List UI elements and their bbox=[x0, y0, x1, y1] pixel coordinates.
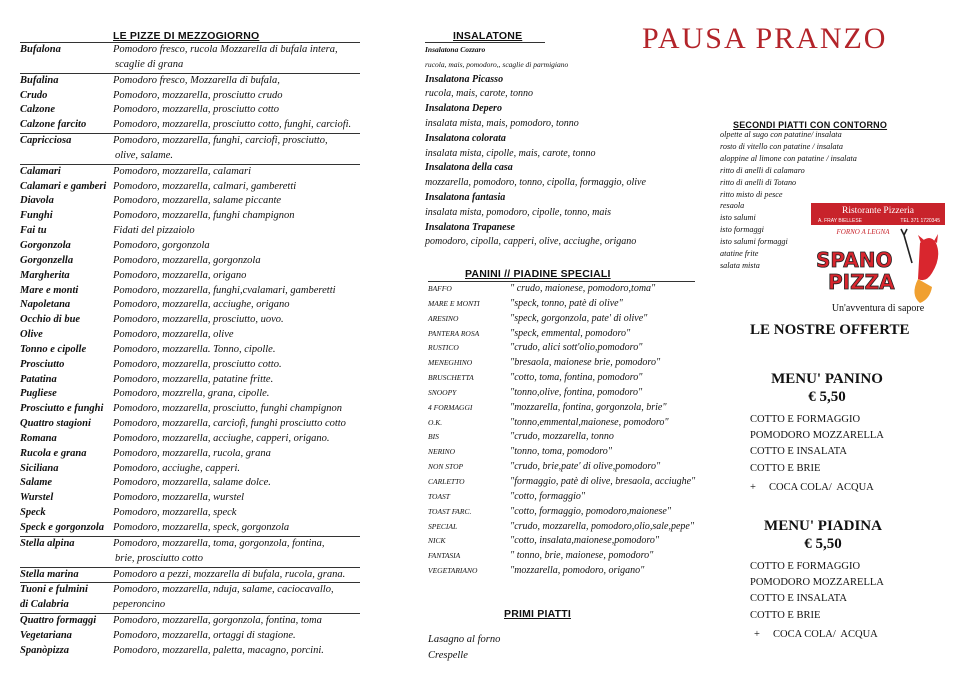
panino-name: NICK bbox=[428, 536, 446, 546]
salad-desc: insalata mista, cipolle, mais, carote, tonno bbox=[425, 147, 596, 159]
pizza-desc-line: scaglie di grana bbox=[115, 58, 184, 70]
pizza-name: Pugliese bbox=[20, 388, 57, 400]
panino-desc: "crudo, mozzarella, pomodoro,olio,sale,pepe" bbox=[510, 520, 695, 532]
panino-name: FANTASIA bbox=[428, 551, 461, 561]
pizza-desc-line: Pomodoro, mozzarella, prosciutto cotto, funghi, carciofi. bbox=[113, 119, 352, 131]
pizza-desc bbox=[113, 598, 165, 613]
pizza-desc bbox=[113, 343, 275, 358]
menu-panino-extra: + COCA COLA/ ACQUA bbox=[750, 481, 874, 493]
pizza-desc bbox=[113, 239, 210, 254]
salad-desc: insalata mista, pomodoro, cipolle, tonno, mais bbox=[425, 206, 612, 218]
panini-title: PANINI // PIADINE SPECIALI bbox=[465, 268, 611, 280]
pizza-row bbox=[20, 629, 360, 644]
pizza-row bbox=[20, 567, 360, 583]
pizza-row bbox=[20, 89, 360, 104]
panino-desc: "speck, emmental, pomodoro" bbox=[510, 327, 631, 339]
pizza-name: Prosciutto e funghi bbox=[20, 403, 104, 415]
panino-row bbox=[428, 386, 695, 401]
panino-name: SPECIAL bbox=[428, 521, 458, 531]
menu-panino-price: € 5,50 bbox=[808, 389, 846, 405]
pizza-desc-line: Pomodoro, mozzarella, speck, gorgonzola bbox=[113, 522, 290, 533]
pizza-row bbox=[20, 506, 360, 521]
insalatone-title: INSALATONE bbox=[453, 30, 523, 42]
pizza-desc-line: Pomodoro, mozzarella, carciofi, funghi prosciutto cotto bbox=[113, 418, 346, 430]
pizza-row bbox=[20, 462, 360, 477]
devil-icon bbox=[918, 238, 938, 280]
salad-name: Insalatona Depero bbox=[425, 103, 502, 115]
panino-desc: "cotto, toma, fontina, pomodoro" bbox=[510, 372, 643, 384]
pizza-desc-line: Pomodoro, mozzarella, ortaggi di stagione. bbox=[113, 629, 296, 641]
secondo-item: ritto misto di pesce bbox=[720, 189, 783, 199]
primi-title: PRIMI PIATTI bbox=[504, 608, 571, 620]
salad-name: Insalatona Trapanese bbox=[425, 221, 515, 233]
pizza-desc bbox=[113, 432, 330, 447]
pizza-desc-line: Pomodoro, mozzarella, prosciutto crudo bbox=[113, 89, 283, 101]
pizza-row bbox=[20, 644, 360, 659]
pizza-desc-line: Pomodoro, mozzarella, wurstel bbox=[113, 492, 245, 504]
pizza-desc-line: Pomodoro fresco, rucola Mozzarella di bufala intera, bbox=[113, 44, 338, 55]
panino-row bbox=[428, 312, 695, 327]
pizza-desc-line: Pomodoro, mozzarella, prosciutto cotto bbox=[113, 104, 279, 116]
pizza-name: Mare e monti bbox=[20, 284, 79, 296]
restaurant-logo bbox=[808, 203, 948, 315]
pizza-desc bbox=[113, 43, 338, 73]
pizza-desc-line: Pomodoro, mozzarella, paletta, macagno, porcini. bbox=[113, 644, 324, 656]
panino-row bbox=[428, 460, 695, 475]
secondo-item: atatine frite bbox=[720, 249, 759, 259]
panino-desc: "tonno, toma, pomodoro" bbox=[510, 446, 612, 458]
pizza-row bbox=[20, 164, 360, 180]
pizza-name: Stella marina bbox=[20, 568, 79, 580]
panino-row bbox=[428, 430, 695, 445]
logo-name-2: PIZZA bbox=[828, 270, 895, 294]
pizza-row bbox=[20, 42, 360, 73]
pizza-row bbox=[20, 343, 360, 358]
pizza-desc bbox=[113, 209, 295, 224]
panino-name: BAFFO bbox=[428, 284, 452, 293]
panino-name: MARE E MONTI bbox=[428, 298, 480, 308]
logo-tagline: Un'avventura di sapore bbox=[831, 303, 925, 314]
panino-name: TOAST FARC. bbox=[428, 506, 472, 516]
menu-piadina-name: MENU' PIADINA bbox=[764, 518, 882, 534]
pizza-desc bbox=[113, 284, 336, 299]
salad-name: Insalatona fantasia bbox=[425, 191, 506, 203]
salad-desc: pomodoro, cipolla, capperi, olive, acciughe, origano bbox=[425, 236, 637, 248]
pizza-name: Speck e gorgonzola bbox=[20, 522, 104, 533]
pizza-name: Calzone farcito bbox=[20, 119, 87, 131]
menu-panino-items bbox=[750, 412, 884, 496]
panino-name: NERINO bbox=[428, 447, 456, 457]
pizza-row bbox=[20, 476, 360, 491]
pizza-desc bbox=[113, 194, 281, 209]
panino-name: 4 FORMAGGI bbox=[428, 402, 473, 412]
menu-piadina-item: COTTO E INSALATA bbox=[750, 593, 847, 605]
trident-icon bbox=[901, 229, 912, 263]
pizza-desc bbox=[113, 328, 234, 343]
pizza-row bbox=[20, 194, 360, 209]
panino-desc: " tonno, brie, maionese, pomodoro" bbox=[510, 550, 654, 562]
pizza-row bbox=[20, 298, 360, 313]
salad-name: Insalatona Cozzaro bbox=[425, 45, 486, 54]
panino-name: RUSTICO bbox=[428, 343, 459, 353]
pizza-row bbox=[20, 491, 360, 506]
pizza-row bbox=[20, 432, 360, 447]
pizza-row bbox=[20, 103, 360, 118]
panino-name: BIS bbox=[428, 432, 439, 442]
pizza-name: Romana bbox=[20, 432, 57, 444]
pizza-name: Salame bbox=[20, 477, 53, 489]
panino-row bbox=[428, 490, 695, 505]
menu-piadina-title bbox=[758, 517, 888, 553]
menu-panino-item: COTTO E BRIE bbox=[750, 462, 821, 474]
pizza-row bbox=[20, 284, 360, 299]
panino-row bbox=[428, 564, 695, 579]
pizza-name: Tuoni e fulmini bbox=[20, 584, 88, 596]
pizza-row bbox=[20, 613, 360, 629]
pizze-list bbox=[20, 42, 360, 659]
pizza-desc-line: Pomodoro, mozzarella, funghi,cvalamari, gamberetti bbox=[113, 284, 336, 296]
pizza-desc-line: Pomodoro, mozzarella, origano bbox=[113, 269, 247, 281]
panino-desc: "mozzarella, pomodoro, origano" bbox=[510, 565, 645, 577]
pizza-desc-line: Pomodoro, mozzarella, gorgonzola bbox=[113, 254, 261, 266]
pizza-name: Funghi bbox=[20, 210, 53, 222]
secondo-item: ritto di anelli di calamaro bbox=[720, 165, 805, 175]
pizza-row bbox=[20, 239, 360, 254]
panino-name: O.K. bbox=[428, 417, 443, 427]
pizza-row bbox=[20, 387, 360, 402]
pizza-row bbox=[20, 133, 360, 164]
pizza-desc bbox=[113, 614, 322, 629]
pizza-row bbox=[20, 521, 360, 536]
pizza-row bbox=[20, 417, 360, 432]
pizza-desc-line: Pomodoro, mozzarella, calmari, gamberetti bbox=[113, 180, 297, 192]
pizza-desc-line: Pomodoro, mozzrella, grana, cipolle. bbox=[113, 388, 270, 400]
panino-name: SNOOPY bbox=[428, 387, 457, 397]
pizza-row bbox=[20, 269, 360, 284]
pizza-desc-line: Pomodoro, mozzarella, funghi, carciofi, prosciutto, bbox=[113, 135, 328, 147]
primo-item: Lasagno al forno bbox=[428, 634, 501, 645]
panino-name: BRUSCHETTA bbox=[428, 373, 474, 383]
panino-desc: "crudo, brie,pate' di olive,pomodoro" bbox=[510, 461, 661, 473]
panini-list bbox=[428, 281, 695, 579]
pizza-row bbox=[20, 118, 360, 133]
pizza-desc-line: Pomodoro, gorgonzola bbox=[113, 239, 210, 251]
salad-desc: mozzarella, pomodoro, tonno, cipolla, formaggio, olive bbox=[425, 177, 646, 189]
logo-address: A. FRAY BIELLESE bbox=[818, 218, 863, 224]
panino-name: CARLETTO bbox=[428, 476, 465, 486]
logo-name-1: SPANO bbox=[816, 248, 893, 272]
pizza-desc bbox=[113, 583, 334, 598]
panino-name: NON STOP bbox=[428, 462, 464, 472]
pizza-name: Calamari bbox=[20, 165, 61, 177]
panino-desc: "tonno,olive, fontina, pomodoro" bbox=[510, 386, 643, 398]
pizza-row bbox=[20, 447, 360, 462]
pizza-desc-line: Pomodoro a pezzi, mozzarella di bufala, rucola, grana. bbox=[113, 568, 346, 580]
pizza-row bbox=[20, 328, 360, 343]
pizza-name: Calamari e gamberi bbox=[20, 180, 107, 192]
panino-name: VEGETARIANO bbox=[428, 566, 478, 576]
secondo-item: ritto di anelli di Totano bbox=[720, 177, 797, 187]
panino-row bbox=[428, 401, 695, 416]
panino-row bbox=[428, 416, 695, 431]
pizza-row bbox=[20, 536, 360, 567]
menu-panino-item: COTTO E FORMAGGIO bbox=[750, 414, 861, 425]
pizza-name: Siciliana bbox=[20, 462, 59, 474]
pizza-desc bbox=[113, 180, 296, 195]
panino-desc: "tonno,emmental,maionese, pomodoro" bbox=[510, 416, 669, 428]
pizza-desc-line: Pomodoro, mozzarella, olive bbox=[113, 329, 234, 341]
pizza-desc bbox=[113, 118, 351, 133]
pizza-name: Fai tu bbox=[20, 225, 47, 237]
panino-row bbox=[428, 341, 695, 356]
secondo-item: olpette al sugo con patatine/ insalata bbox=[720, 130, 842, 139]
salad-name: Insalatona colorata bbox=[425, 132, 506, 144]
pizza-desc-line: Pomodoro, mozzarella, acciughe, capperi, origano. bbox=[113, 432, 330, 444]
logo-graphic bbox=[808, 203, 948, 315]
pizza-desc bbox=[113, 506, 236, 521]
pizza-row bbox=[20, 313, 360, 328]
pizza-desc-line: Pomodoro, mozzarella, calamari bbox=[113, 165, 252, 177]
primo-item: Crespelle bbox=[428, 650, 468, 661]
pizza-desc-line: Pomodoro, mozzarella, salame dolce. bbox=[113, 477, 271, 489]
pizza-row bbox=[20, 582, 360, 598]
secondo-item: isto salumi bbox=[720, 213, 756, 223]
logo-sub: FORNO A LEGNA bbox=[836, 228, 890, 236]
pizza-name: Stella alpina bbox=[20, 537, 75, 549]
pizza-name: Spanòpizza bbox=[20, 644, 70, 656]
pizza-name: Vegetariana bbox=[20, 629, 72, 641]
pizza-desc bbox=[113, 373, 273, 388]
offerte-title: LE NOSTRE OFFERTE bbox=[750, 322, 910, 338]
brand-title: PAUSA PRANZO bbox=[642, 22, 888, 55]
panino-row bbox=[428, 371, 695, 386]
pizza-name: Prosciutto bbox=[20, 358, 65, 370]
pizza-row bbox=[20, 73, 360, 89]
pizza-desc-line: brie, prosciutto cotto bbox=[115, 552, 203, 564]
panino-name: PANTERA ROSA bbox=[428, 328, 480, 338]
pizza-name: Capricciosa bbox=[20, 135, 72, 147]
pizza-desc bbox=[113, 269, 246, 284]
pizza-desc bbox=[113, 462, 240, 477]
pizza-desc-line: Pomodoro, mozzarella, acciughe, origano bbox=[113, 299, 290, 311]
panino-row bbox=[428, 327, 695, 342]
menu-panino-item: COTTO E INSALATA bbox=[750, 446, 847, 458]
pizza-row bbox=[20, 180, 360, 195]
pizza-name: Olive bbox=[20, 329, 43, 341]
panino-desc: "bresaola, maionese brie, pomodoro" bbox=[510, 357, 661, 369]
pizza-desc bbox=[113, 537, 324, 567]
pizza-desc-line: Pomodoro, mozzarella, prosciutto, funghi champignon bbox=[113, 403, 342, 415]
pizza-desc bbox=[113, 89, 282, 104]
pizza-row bbox=[20, 224, 360, 239]
pizza-desc bbox=[113, 134, 328, 164]
panino-desc: "formaggio, patè di olive, bresaola, acciughe" bbox=[510, 475, 696, 487]
secondo-item: aloppine al limone con patatine / insalata bbox=[720, 153, 857, 163]
menu-piadina-extra: + COCA COLA/ ACQUA bbox=[754, 628, 878, 640]
pizza-desc-line: Pomodoro, mozzarella. Tonno, cipolle. bbox=[113, 343, 276, 355]
panino-desc: "mozzarella, fontina, gorgonzola, brie" bbox=[510, 401, 667, 413]
panino-name: TOAST bbox=[428, 491, 450, 501]
pizza-desc-line: Pomodoro, acciughe, capperi. bbox=[113, 462, 241, 474]
pizza-desc-line: Pomodoro, mozzarella, funghi champignon bbox=[113, 210, 295, 222]
pizza-name: Rucola e grana bbox=[20, 447, 87, 459]
panino-row bbox=[428, 282, 695, 297]
panino-row bbox=[428, 297, 695, 312]
pizza-name: Patatina bbox=[20, 373, 57, 385]
pizza-name: Crudo bbox=[20, 89, 48, 101]
pizza-desc-line: Pomodoro, mozzarella, salame piccante bbox=[113, 195, 282, 207]
pizza-name: Bufalina bbox=[20, 74, 59, 86]
pizza-desc bbox=[113, 402, 342, 417]
secondo-item: resaola bbox=[720, 201, 745, 211]
secondo-item: rosto di vitello con patatine / insalata bbox=[720, 141, 843, 151]
secondi-title: SECONDI PIATTI CON CONTORNO bbox=[733, 120, 888, 130]
pizza-desc-line: Pomodoro fresco, Mozzarella di bufala, bbox=[113, 74, 280, 86]
pizza-desc bbox=[113, 491, 244, 506]
pizza-desc bbox=[113, 387, 269, 402]
pizza-desc bbox=[113, 476, 271, 491]
pizza-desc bbox=[113, 568, 345, 583]
pizza-desc bbox=[113, 74, 280, 89]
panino-desc: "cotto, formaggio, pomodoro,maionese" bbox=[510, 505, 672, 517]
pizza-name: Speck bbox=[20, 507, 46, 519]
pizza-name: Gorgonzella bbox=[20, 254, 74, 266]
panino-desc: "speck, gorgonzola, pate' di olive" bbox=[510, 312, 648, 324]
pizza-desc-line: Pomodoro, mozzarella, gorgonzola, fontina, toma bbox=[113, 615, 322, 627]
panino-name: ARESINO bbox=[428, 313, 459, 323]
pizza-desc bbox=[113, 521, 289, 536]
pizza-name: di Calabria bbox=[20, 599, 69, 611]
panino-desc: "cotto, insalata,maionese,pomodoro" bbox=[510, 535, 660, 547]
pizza-desc-line: Pomodoro, mozzarella, prosciutto, uovo. bbox=[113, 314, 284, 326]
salad-desc: rucola, mais, pomodoro,, scaglie di parmigiano bbox=[425, 59, 569, 69]
pizza-desc bbox=[113, 103, 279, 118]
pizza-name: Wurstel bbox=[20, 492, 54, 504]
pizza-name: Occhio di bue bbox=[20, 314, 81, 326]
pizza-row bbox=[20, 598, 360, 613]
pizza-desc bbox=[113, 447, 271, 462]
pizza-row bbox=[20, 254, 360, 269]
pizza-desc bbox=[113, 224, 195, 239]
pizza-desc bbox=[113, 417, 346, 432]
logo-top-text: Ristorante Pizzeria bbox=[841, 206, 915, 216]
pizza-row bbox=[20, 373, 360, 388]
pizza-desc bbox=[113, 644, 324, 659]
panino-row bbox=[428, 520, 695, 535]
panino-row bbox=[428, 549, 695, 564]
pizza-desc-line: olive, salame. bbox=[115, 149, 174, 161]
pizza-name: Quattro stagioni bbox=[20, 418, 91, 430]
panino-row bbox=[428, 445, 695, 460]
pizza-name: Calzone bbox=[20, 104, 56, 116]
pizza-desc bbox=[113, 629, 296, 644]
pizza-desc-line: Pomodoro, mozzarella, rucola, grana bbox=[113, 447, 271, 459]
pizza-desc bbox=[113, 254, 261, 269]
panino-desc: "crudo, mozzarella, tonno bbox=[510, 431, 614, 443]
pizza-desc-line: peperoncino bbox=[113, 599, 166, 611]
pizza-desc bbox=[113, 358, 282, 373]
panino-name: MENEGHINO bbox=[428, 358, 473, 368]
salad-desc: insalata mista, mais, pomodoro, tonno bbox=[425, 117, 579, 129]
pizza-desc-line: Pomodoro, mozzarella, nduja, salame, caciocavallo, bbox=[113, 584, 334, 596]
menu-piadina-item: POMODORO MOZZARELLA bbox=[750, 577, 884, 589]
salad-name: Insalatona della casa bbox=[425, 162, 513, 174]
pizza-name: Tonno e cipolle bbox=[20, 343, 87, 355]
secondo-item: isto salumi formaggi bbox=[720, 237, 788, 247]
panino-desc: "speck, tonno, patè di olive" bbox=[510, 297, 623, 309]
primi-list bbox=[428, 632, 500, 664]
pizza-name: Gorgonzola bbox=[20, 239, 71, 251]
menu-panino-title bbox=[762, 370, 892, 406]
salad-name: Insalatona Picasso bbox=[425, 73, 504, 85]
logo-phone: TEL 371 1720345 bbox=[900, 218, 940, 224]
pizza-desc-line: Pomodoro, mozzarella, speck bbox=[113, 507, 237, 519]
salad-desc: rucola, mais, carote, tonno bbox=[425, 88, 533, 100]
pizza-desc bbox=[113, 298, 290, 313]
panino-row bbox=[428, 475, 695, 490]
secondo-item: salata mista bbox=[720, 260, 760, 270]
pizza-desc bbox=[113, 165, 251, 180]
pizza-desc-line: Fidati del pizzaiolo bbox=[113, 225, 195, 237]
pizze-title: LE PIZZE DI MEZZOGIORNO bbox=[113, 30, 260, 42]
pizza-row bbox=[20, 358, 360, 373]
pizza-name: Diavola bbox=[20, 195, 54, 207]
menu-piadina-item: COTTO E BRIE bbox=[750, 609, 821, 621]
panino-desc: "crudo, alici sott'olio,pomodoro" bbox=[510, 342, 643, 354]
menu-piadina-items bbox=[750, 559, 884, 643]
pizza-desc-line: Pomodoro, mozzarella, prosciutto cotto. bbox=[113, 358, 282, 370]
panino-row bbox=[428, 356, 695, 371]
menu-panino-item: POMODORO MOZZARELLA bbox=[750, 430, 884, 442]
pizza-name: Napoletana bbox=[20, 299, 71, 311]
flame-icon bbox=[914, 279, 932, 303]
insalatone-list bbox=[425, 42, 646, 250]
pizza-desc-line: Pomodoro, mozzarella, toma, gorgonzola, fontina, bbox=[113, 537, 325, 549]
pizza-name: Margherita bbox=[20, 269, 70, 281]
panino-desc: " crudo, maionese, pomodoro,toma" bbox=[510, 283, 656, 294]
pizza-row bbox=[20, 209, 360, 224]
pizza-desc bbox=[113, 313, 284, 328]
menu-piadina-item: COTTO E FORMAGGIO bbox=[750, 561, 861, 572]
panino-row bbox=[428, 534, 695, 549]
pizza-name: Bufalona bbox=[20, 44, 61, 55]
menu-panino-name: MENU' PANINO bbox=[771, 371, 883, 387]
panino-row bbox=[428, 505, 695, 520]
panino-desc: "cotto, formaggio" bbox=[510, 490, 586, 502]
pizza-name: Quattro formaggi bbox=[20, 615, 97, 627]
menu-piadina-price: € 5,50 bbox=[804, 536, 842, 552]
secondo-item: isto formaggi bbox=[720, 225, 764, 235]
pizza-desc-line: Pomodoro, mozzarella, patatine fritte. bbox=[113, 373, 274, 385]
pizza-row bbox=[20, 402, 360, 417]
